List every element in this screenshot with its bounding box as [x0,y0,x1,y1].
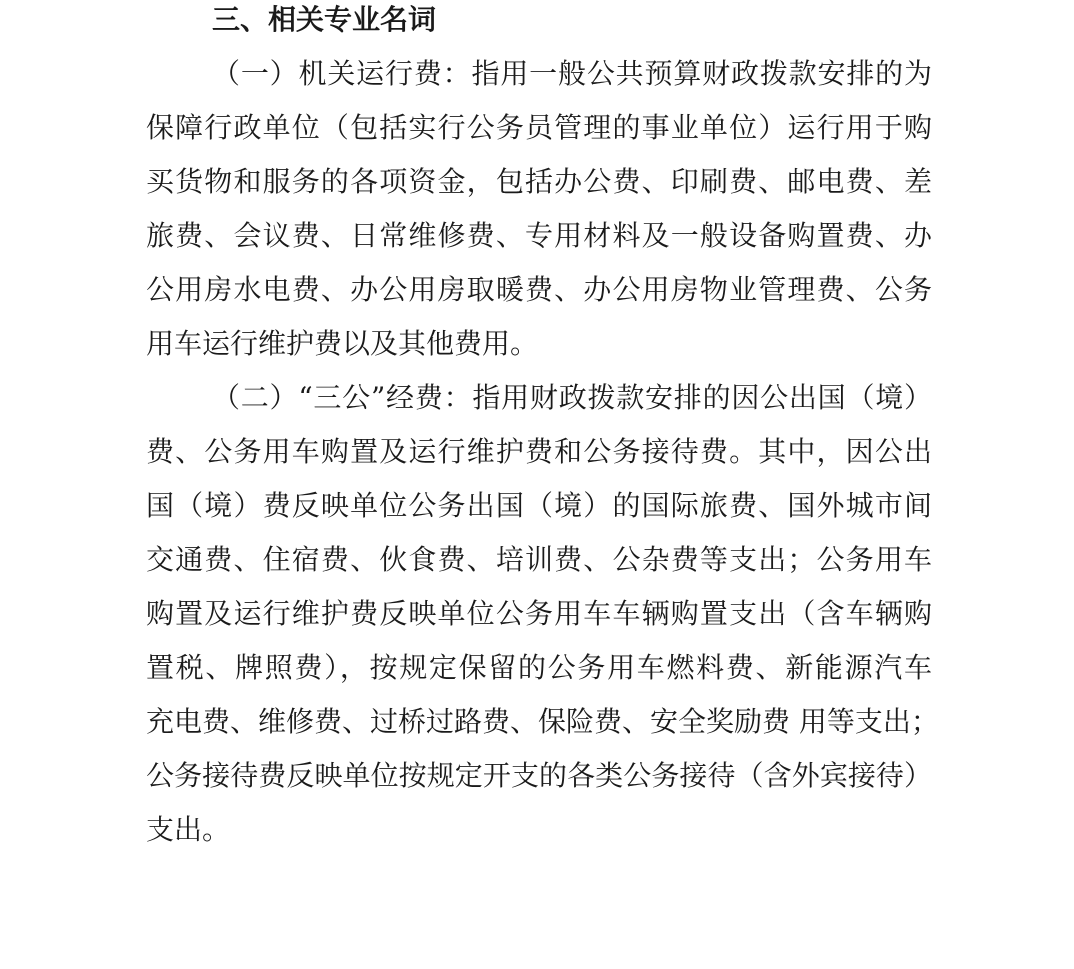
paragraph-2-line-7: 充电费、维修费、过桥过路费、保险费、安全奖励费 用等支出； [146,705,939,738]
paragraph-1-line-3: 买货物和服务的各项资金，包括办公费、印刷费、邮电费、差 [146,165,932,198]
paragraph-2-line-5: 购置及运行维护费反映单位公务用车车辆购置支出（含车辆购 [146,597,932,630]
section-heading: 三、相关专业名词 [212,3,437,36]
paragraph-2-line-6: 置税、牌照费），按规定保留的公务用车燃料费、新能源汽车 [146,651,932,684]
paragraph-2-line-4: 交通费、住宿费、伙食费、培训费、公杂费等支出；公务用车 [146,543,932,576]
paragraph-2-line-1: （二）“三公”经费：指用财政拨款安排的因公出国（境） [212,381,932,414]
paragraph-2-line-9: 支出。 [146,813,231,846]
paragraph-1-line-4: 旅费、会议费、日常维修费、专用材料及一般设备购置费、办 [146,219,932,252]
paragraph-1-line-1: （一）机关运行费：指用一般公共预算财政拨款安排的为 [212,57,932,90]
paragraph-2-line-3: 国（境）费反映单位公务出国（境）的国际旅费、国外城市间 [146,489,932,522]
paragraph-2-line-2: 费、公务用车购置及运行维护费和公务接待费。其中，因公出 [146,435,932,468]
paragraph-1-line-6: 用车运行维护费以及其他费用。 [146,327,539,360]
paragraph-2-line-8: 公务接待费反映单位按规定开支的各类公务接待（含外宾接待） [146,759,932,792]
paragraph-1-line-5: 公用房水电费、办公用房取暖费、办公用房物业管理费、公务 [146,273,932,306]
paragraph-1-line-2: 保障行政单位（包括实行公务员管理的事业单位）运行用于购 [146,111,932,144]
